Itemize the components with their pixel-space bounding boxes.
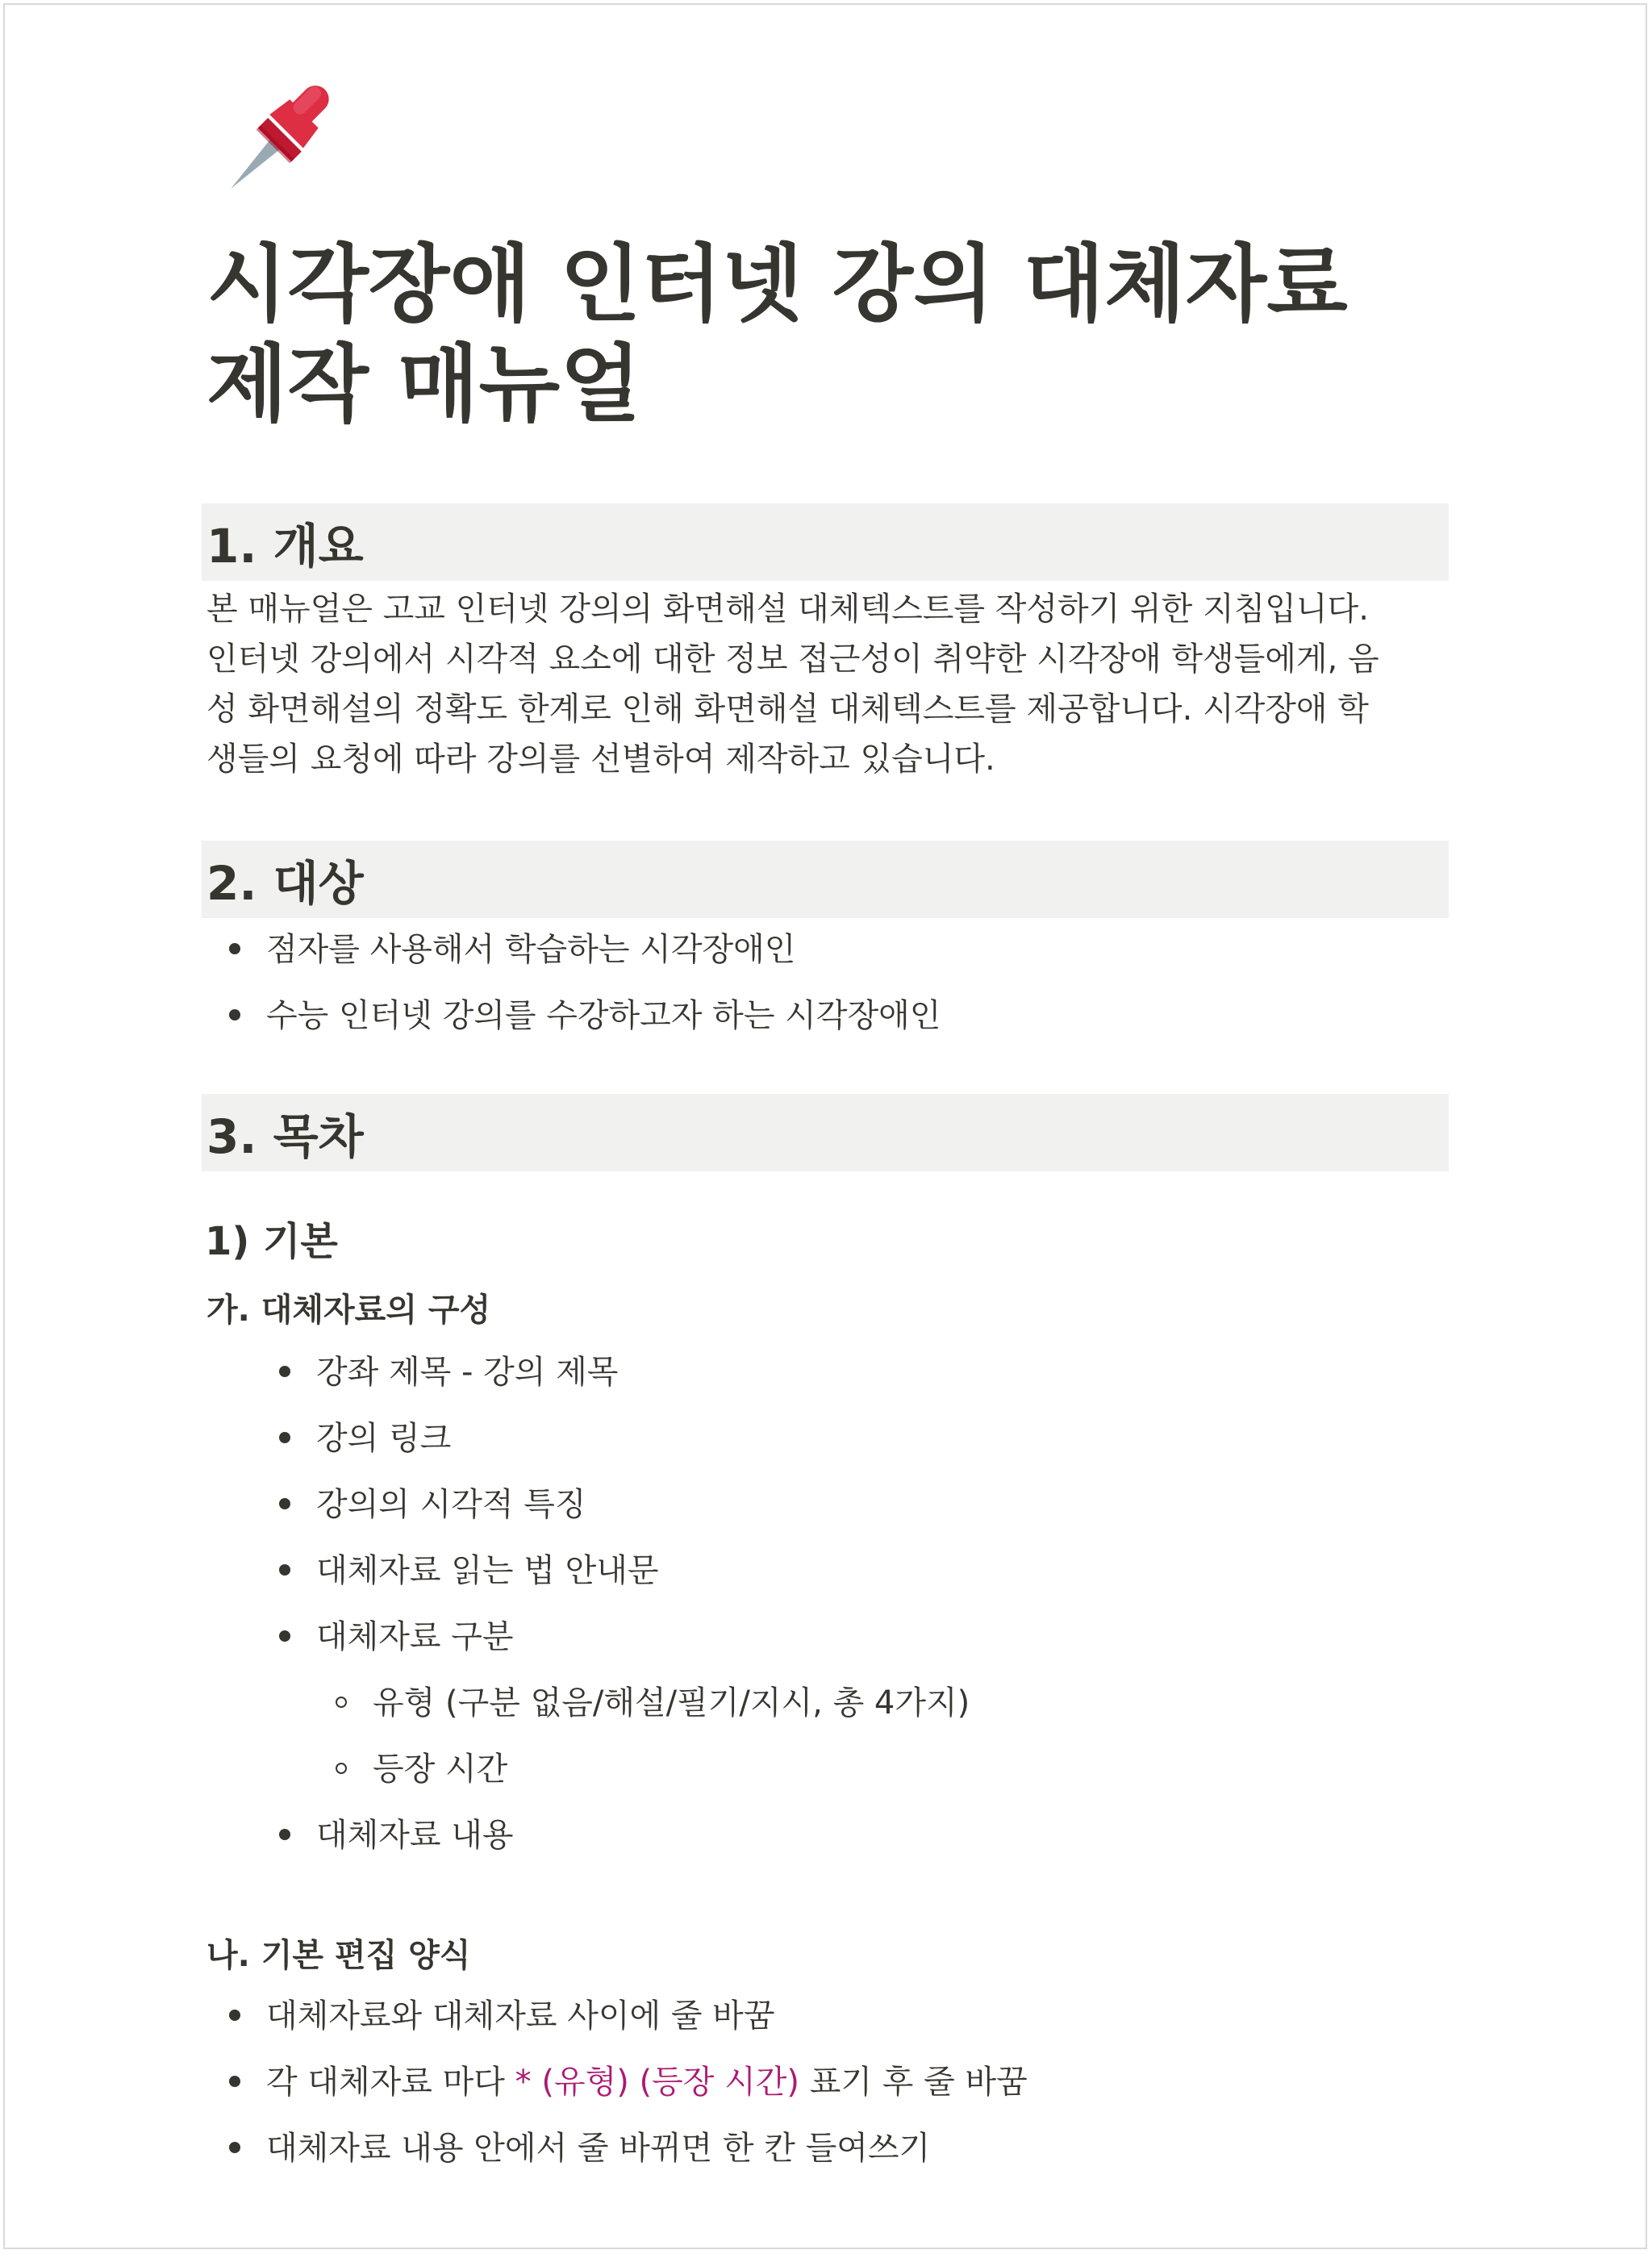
list-item: 점자를 사용해서 학습하는 시각장애인 xyxy=(266,916,941,983)
composition-list-end xyxy=(316,1802,514,1868)
list-item: 대체자료와 대체자료 사이에 줄 바꿈 xyxy=(266,1983,1028,2049)
section-heading-overview-text: 1. 개요 xyxy=(206,519,364,574)
bullet-icon xyxy=(279,1366,290,1377)
section-heading-toc xyxy=(202,1094,1449,1171)
overview-line-3: 성 화면해설의 정확도 한계로 인해 화면해설 대체텍스트를 제공합니다. 시각장애 학 xyxy=(206,691,1369,728)
list-item: 대체자료 읽는 법 안내문 xyxy=(316,1538,659,1604)
format-highlight: * (유형) (등장 시간) xyxy=(515,2064,800,2101)
list-item: 각 대체자료 마다 * (유형) (등장 시간) 표기 후 줄 바꿈 xyxy=(266,2049,1028,2115)
target-list xyxy=(266,916,941,1049)
bullet-icon xyxy=(229,943,240,954)
section-heading-target-text: 2. 대상 xyxy=(206,856,364,911)
overview-line-2: 인터넷 강의에서 시각적 요소에 대한 정보 접근성이 취약한 시각장애 학생들에게, 음 xyxy=(206,641,1379,678)
bullet-icon xyxy=(229,2142,240,2153)
section-heading-toc-text: 3. 목차 xyxy=(206,1109,364,1164)
bullet-icon xyxy=(279,1564,290,1576)
composition-sublist xyxy=(373,1670,970,1802)
bullet-icon xyxy=(279,1630,290,1642)
bullet-icon xyxy=(229,1009,240,1021)
overview-paragraph xyxy=(206,584,1449,784)
bullet-icon xyxy=(229,2010,240,2021)
list-item: 강좌 제목 - 강의 제목 xyxy=(316,1339,659,1405)
bullet-icon xyxy=(279,1432,290,1443)
list-item: 등장 시간 xyxy=(373,1736,970,1802)
hollow-bullet-icon xyxy=(336,1763,347,1774)
section-heading-target xyxy=(202,841,1449,918)
page-title-line2: 제작 매뉴얼 xyxy=(206,335,641,433)
hollow-bullet-icon xyxy=(336,1697,347,1708)
section-heading-overview xyxy=(202,503,1449,581)
list-item: 수능 인터넷 강의를 수강하고자 하는 시각장애인 xyxy=(266,983,941,1049)
list-item: 대체자료 내용 안에서 줄 바뀌면 한 칸 들여쓰기 xyxy=(266,2115,1028,2181)
list-item: 대체자료 내용 xyxy=(316,1802,514,1868)
bullet-icon xyxy=(229,2076,240,2087)
page-title-line1: 시각장애 인터넷 강의 대체자료 xyxy=(206,235,1348,333)
pushpin-icon xyxy=(224,74,345,195)
format-list xyxy=(266,1983,1028,2181)
overview-line-1: 본 매뉴얼은 고교 인터넷 강의의 화면해설 대체텍스트를 작성하기 위한 지침입니다. xyxy=(206,591,1369,628)
page-title xyxy=(206,234,1465,434)
list-item: 유형 (구분 없음/해설/필기/지시, 총 4가지) xyxy=(373,1670,970,1736)
list-item: 대체자료 구분 xyxy=(316,1604,659,1670)
overview-line-4: 생들의 요청에 따라 강의를 선별하여 제작하고 있습니다. xyxy=(206,741,995,778)
subheading-composition: 가. 대체자료의 구성 xyxy=(206,1292,491,1329)
subheading-basics: 1) 기본 xyxy=(205,1219,338,1264)
bullet-icon xyxy=(279,1829,290,1840)
list-item: 강의의 시각적 특징 xyxy=(316,1471,659,1538)
bullet-icon xyxy=(279,1498,290,1509)
composition-list xyxy=(316,1339,659,1670)
list-item: 강의 링크 xyxy=(316,1405,659,1471)
subheading-format: 나. 기본 편집 양식 xyxy=(206,1937,471,1974)
